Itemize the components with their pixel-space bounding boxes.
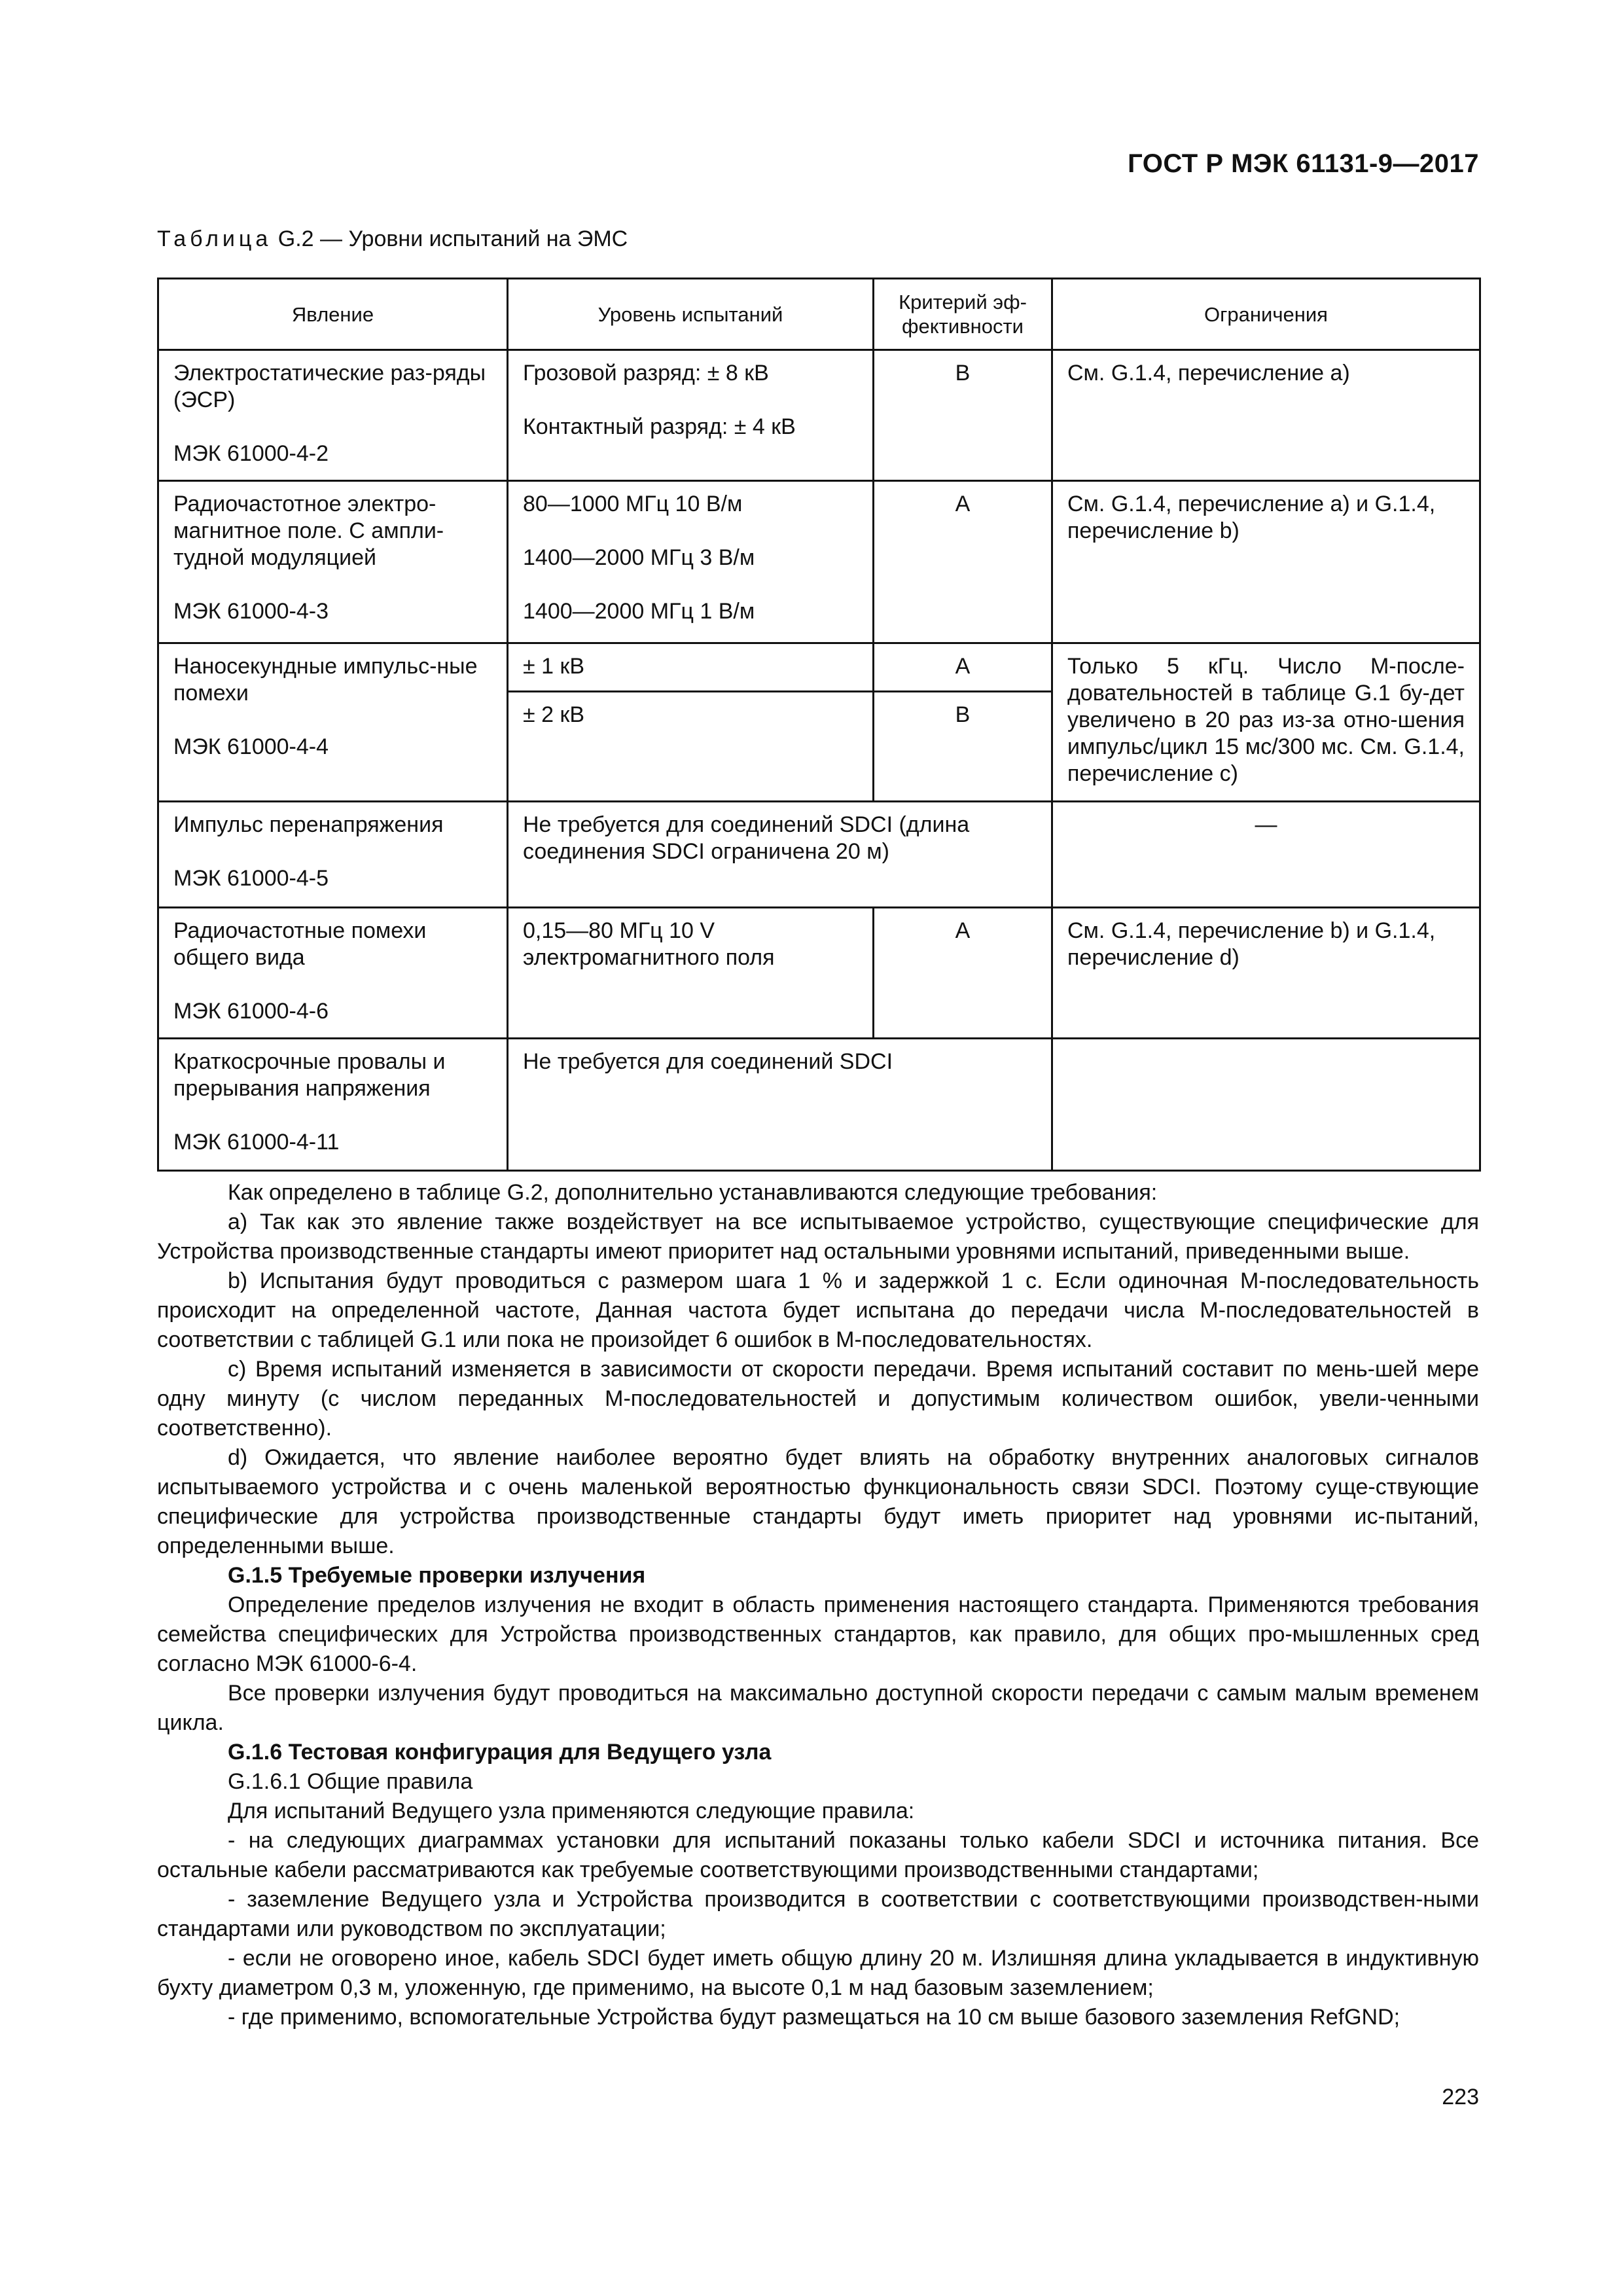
level-line: Грозовой разряд: ± 8 кВ [523, 361, 769, 386]
cell-phenomenon [158, 481, 508, 643]
standard-designation: ГОСТ Р МЭК 61131-9—2017 [1128, 149, 1479, 178]
paragraph: Как определено в таблице G.2, дополнительно устанавливаются следующие требования: [228, 1180, 1158, 1205]
cell-test-level: ± 1 кВ [508, 643, 874, 692]
table-header-row [158, 279, 1480, 350]
cell-limits: См. G.1.4, перечисление b) и G.1.4, перечисление d) [1052, 908, 1480, 1039]
table-caption-prefix: Таблица [157, 226, 272, 251]
table-caption-text: G.2 — Уровни испытаний на ЭМС [277, 226, 628, 251]
standard-ref: МЭК 61000-4-3 [173, 599, 329, 624]
phenomenon-text: Краткосрочные провалы и прерывания напряжения [173, 1049, 446, 1101]
paragraph: b) Испытания будут проводиться с размером шага 1 % и задержкой 1 с. Если одиночная М-последовательность происходит на определенной частоте, Данная частота будет испытана до передачи числа М-последовательностей в соответствии с таблицей G.1 или пока не произойдет 6 ошибок в М-последовательностях. [157, 1268, 1479, 1352]
table-row [158, 1039, 1480, 1171]
cell-criterion: A [874, 908, 1052, 1039]
standard-ref: МЭК 61000-4-5 [173, 866, 329, 891]
subsection-heading: G.1.6.1 Общие правила [228, 1769, 473, 1794]
standard-ref: МЭК 61000-4-2 [173, 441, 329, 466]
header-phenomenon: Явление [158, 279, 508, 350]
paragraph: Для испытаний Ведущего узла применяются следующие правила: [228, 1799, 915, 1823]
cell-limits: — [1052, 802, 1480, 908]
cell-test-level: ± 2 кВ [508, 692, 874, 802]
phenomenon-text: Электростатические раз-ряды (ЭСР) [173, 361, 486, 412]
standard-ref: МЭК 61000-4-4 [173, 734, 329, 759]
list-item: - на следующих диаграммах установки для испытаний показаны только кабели SDCI и источника питания. Все остальные кабели рассматриваются как требуемые соответствующими производственными стандартами; [157, 1828, 1479, 1882]
standard-ref: МЭК 61000-4-11 [173, 1130, 340, 1155]
phenomenon-text: Радиочастотное электро-магнитное поле. С ампли-тудной модуляцией [173, 492, 444, 570]
cell-criterion: A [874, 643, 1052, 692]
cell-criterion: A [874, 481, 1052, 643]
cell-test-level: Не требуется для соединений SDCI [508, 1039, 1052, 1171]
ems-test-levels-table [157, 278, 1481, 1172]
cell-limits: Только 5 кГц. Число М-после-довательностей в таблице G.1 бу-дет увеличено в 20 раз из-за отно-шения импульс/цикл 15 мс/300 мс. См. G.1.4, перечисление c) [1052, 643, 1480, 802]
table-row [158, 643, 1480, 692]
cell-phenomenon [158, 908, 508, 1039]
cell-test-level: Не требуется для соединений SDCI (длина соединения SDCI ограничена 20 м) [508, 802, 1052, 908]
document-page [157, 0, 1479, 2296]
cell-criterion: B [874, 692, 1052, 802]
header-test-level: Уровень испытаний [508, 279, 874, 350]
cell-limits: См. G.1.4, перечисление a) [1052, 350, 1480, 481]
section-heading: G.1.5 Требуемые проверки излучения [228, 1563, 646, 1588]
cell-test-level [508, 481, 874, 643]
body-text [157, 1178, 1479, 2032]
paragraph: d) Ожидается, что явление наиболее вероятно будет влиять на обработку внутренних аналоговых сигналов испытываемого устройства и с очень маленькой вероятностью функциональность связи SDCI. Поэтому суще-ствующие специфические для устройства производственные стандарты будут иметь приоритет над уровнями ис-пытаний, определенными выше. [157, 1445, 1479, 1558]
standard-ref: МЭК 61000-4-6 [173, 999, 329, 1024]
paragraph: a) Так как это явление также воздействует на все испытываемое устройство, существующие специфические для Устройства производственные стандарты имеют приоритет над остальными уровнями испытаний, приведенными выше. [157, 1210, 1479, 1264]
list-item: - если не оговорено иное, кабель SDCI будет иметь общую длину 20 м. Излишняя длина укладывается в индуктивную бухту диаметром 0,3 м, уложенную, где применимо, на высоте 0,1 м над базовым заземлением; [157, 1946, 1479, 2000]
table-row [158, 802, 1480, 908]
cell-phenomenon [158, 802, 508, 908]
level-line: 1400—2000 МГц 1 В/м [523, 599, 755, 624]
cell-phenomenon [158, 643, 508, 802]
section-heading: G.1.6 Тестовая конфигурация для Ведущего узла [228, 1740, 772, 1765]
header-limits: Ограничения [1052, 279, 1480, 350]
cell-limits: См. G.1.4, перечисление a) и G.1.4, перечисление b) [1052, 481, 1480, 643]
cell-phenomenon [158, 350, 508, 481]
list-item: - заземление Ведущего узла и Устройства производится в соответствии с соответствующими производствен-ными стандартами или руководством по эксплуатации; [157, 1887, 1479, 1941]
list-item: - где применимо, вспомогательные Устройства будут размещаться на 10 см выше базового заземления RefGND; [228, 2005, 1400, 2030]
table-row [158, 908, 1480, 1039]
table-row [158, 350, 1480, 481]
phenomenon-text: Импульс перенапряжения [173, 812, 444, 837]
paragraph: c) Время испытаний изменяется в зависимости от скорости передачи. Время испытаний составит по мень-шей мере одну минуту (с числом переданных М-последовательностей и допустимым количеством ошибок, увели-ченными соответственно). [157, 1357, 1479, 1441]
paragraph: Определение пределов излучения не входит в область применения настоящего стандарта. Применяются требования семейства специфических для Устройства производственных стандартов, как правило, для общих про-мышленных сред согласно МЭК 61000-6-4. [157, 1592, 1479, 1676]
table-caption [157, 226, 628, 252]
phenomenon-text: Наносекундные импульс-ные помехи [173, 654, 478, 706]
level-line: 1400—2000 МГц 3 В/м [523, 545, 755, 570]
paragraph: Все проверки излучения будут проводиться на максимально доступной скорости передачи с самым малым временем цикла. [157, 1681, 1479, 1735]
cell-limits [1052, 1039, 1480, 1171]
cell-phenomenon [158, 1039, 508, 1171]
cell-criterion: B [874, 350, 1052, 481]
cell-test-level: 0,15—80 МГц 10 V электромагнитного поля [508, 908, 874, 1039]
level-line: Контактный разряд: ± 4 кВ [523, 414, 796, 439]
level-line: 80—1000 МГц 10 В/м [523, 492, 743, 516]
table-row [158, 481, 1480, 643]
page-number: 223 [1442, 2085, 1479, 2109]
phenomenon-text: Радиочастотные помехи общего вида [173, 918, 427, 970]
cell-test-level [508, 350, 874, 481]
header-criterion: Критерий эф-фективности [874, 279, 1052, 350]
